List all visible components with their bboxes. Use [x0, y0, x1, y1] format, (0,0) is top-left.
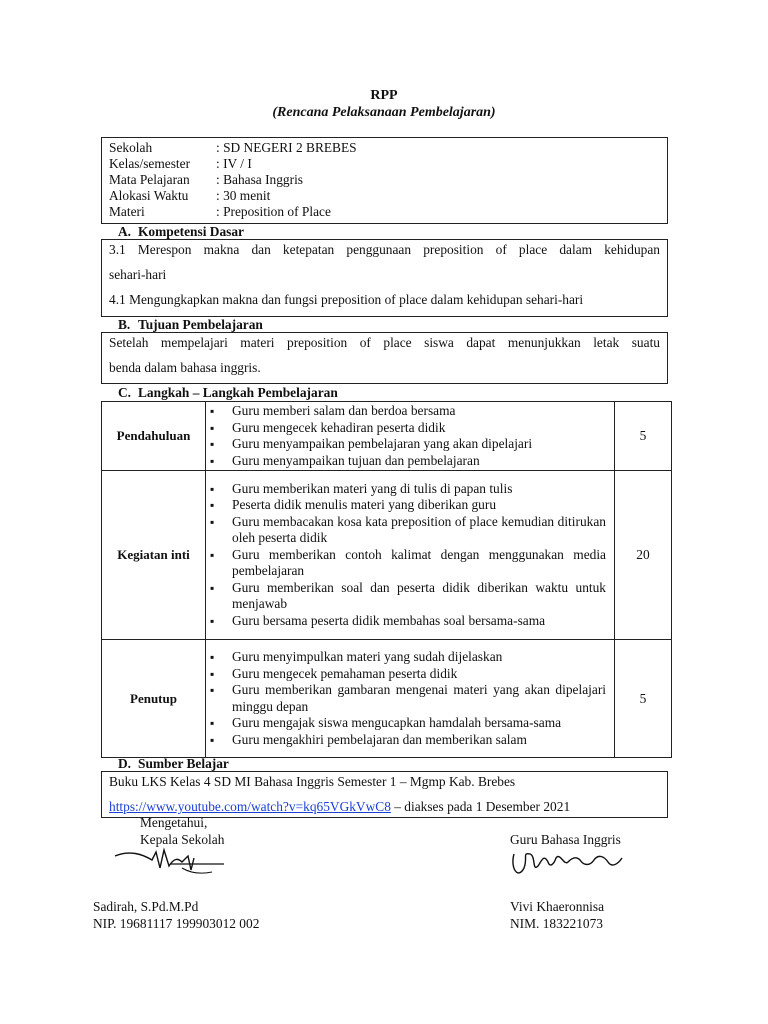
identity-box [101, 137, 668, 224]
info-row-kelas: Kelas/semester : IV / I [109, 156, 252, 171]
guru-label: Guru Bahasa Inggris [510, 832, 621, 847]
list-item: ▪ Peserta didik menulis materi yang diberikan guru [232, 497, 606, 514]
principal-signature-image [112, 846, 227, 880]
phase-label: Kegiatan inti [102, 471, 206, 640]
list-item: ▪ Guru memberikan contoh kalimat dengan menggunakan media pembelajaran [232, 547, 606, 580]
list-item: ▪ Guru bersama peserta didik membahas soal bersama-sama [232, 613, 606, 630]
teacher-signature-image [508, 846, 628, 882]
list-item: ▪ Guru menyampaikan pembelajaran yang akan dipelajari [232, 436, 606, 453]
steps-table [101, 401, 672, 758]
sumber-line-2: https://www.youtube.com/watch?v=kq65VGkVwC8 – diakses pada 1 Desember 2021 [109, 799, 571, 814]
sumber-line-1: Buku LKS Kelas 4 SD MI Bahasa Inggris Semester 1 – Mgmp Kab. Brebes [109, 774, 516, 789]
list-item: ▪ Guru membacakan kosa kata preposition of place kemudian ditirukan oleh peserta didik [232, 514, 606, 547]
activity-list [232, 481, 606, 630]
section-sumber-heading: D. Sumber Belajar [118, 756, 229, 771]
phase-label: Penutup [102, 640, 206, 758]
activity-list [232, 649, 606, 748]
list-item: ▪ Guru memberikan materi yang di tulis di papan tulis [232, 481, 606, 498]
list-item: ▪ Guru mengajak siswa mengucapkan hamdalah bersama-sama [232, 715, 606, 732]
list-item: ▪ Guru memberikan soal dan peserta didik diberikan waktu untuk menjawab [232, 580, 606, 613]
tujuan-line-1: Setelah mempelajari materi preposition of place siswa dapat menunjukkan letak suatu [109, 335, 660, 350]
principal-name: Sadirah, S.Pd.M.Pd [93, 899, 199, 914]
principal-nip: NIP. 19681117 199903012 002 [93, 916, 260, 931]
teacher-nim: NIM. 183221073 [510, 916, 603, 931]
list-item: ▪ Guru memberi salam dan berdoa bersama [232, 403, 606, 420]
teacher-name: Vivi Khaeronnisa [510, 899, 605, 914]
kepala-sekolah-label: Kepala Sekolah [140, 832, 225, 847]
youtube-link[interactable]: https://www.youtube.com/watch?v=kq65VGkVwC8 [109, 799, 391, 814]
section-kompetensi-heading: A. Kompetensi Dasar [118, 224, 245, 239]
duration-minutes: 5 [615, 640, 672, 758]
sumber-box [101, 771, 668, 818]
table-row [102, 471, 672, 640]
list-item: ▪ Guru mengecek pemahaman peserta didik [232, 666, 606, 683]
info-row-alokasi: Alokasi Waktu : 30 menit [109, 188, 271, 203]
list-item: ▪ Guru menyampaikan tujuan dan pembelajaran [232, 453, 606, 470]
document-title: RPP [370, 88, 398, 103]
duration-minutes: 20 [615, 471, 672, 640]
section-tujuan-heading: B. Tujuan Pembelajaran [118, 317, 263, 332]
kompetensi-box [101, 239, 668, 317]
section-langkah-heading: C. Langkah – Langkah Pembelajaran [118, 385, 338, 400]
list-item: ▪ Guru mengecek kehadiran peserta didik [232, 420, 606, 437]
kompetensi-line-1: 3.1 Merespon makna dan ketepatan penggunaan preposition of place dalam kehidupan [109, 242, 660, 257]
kompetensi-line-3: 4.1 Mengungkapkan makna dan fungsi preposition of place dalam kehidupan sehari-hari [109, 292, 584, 307]
list-item: ▪ Guru menyimpulkan materi yang sudah dijelaskan [232, 649, 606, 666]
document-subtitle: (Rencana Pelaksanaan Pembelajaran) [272, 105, 496, 120]
mengetahui-label: Mengetahui, [140, 815, 208, 830]
list-item: ▪ Guru memberikan gambaran mengenai materi yang akan dipelajari minggu depan [232, 682, 606, 715]
info-row-materi: Materi : Preposition of Place [109, 204, 331, 219]
activity-list [232, 403, 606, 469]
tujuan-box [101, 332, 668, 384]
info-row-sekolah: Sekolah : SD NEGERI 2 BREBES [109, 140, 357, 155]
duration-minutes: 5 [615, 402, 672, 471]
list-item: ▪ Guru mengakhiri pembelajaran dan memberikan salam [232, 732, 606, 749]
info-row-mapel: Mata Pelajaran : Bahasa Inggris [109, 172, 304, 187]
table-row [102, 402, 672, 471]
tujuan-line-2: benda dalam bahasa inggris. [109, 360, 261, 375]
kompetensi-line-2: sehari-hari [109, 267, 167, 282]
phase-label: Pendahuluan [102, 402, 206, 471]
table-row [102, 640, 672, 758]
